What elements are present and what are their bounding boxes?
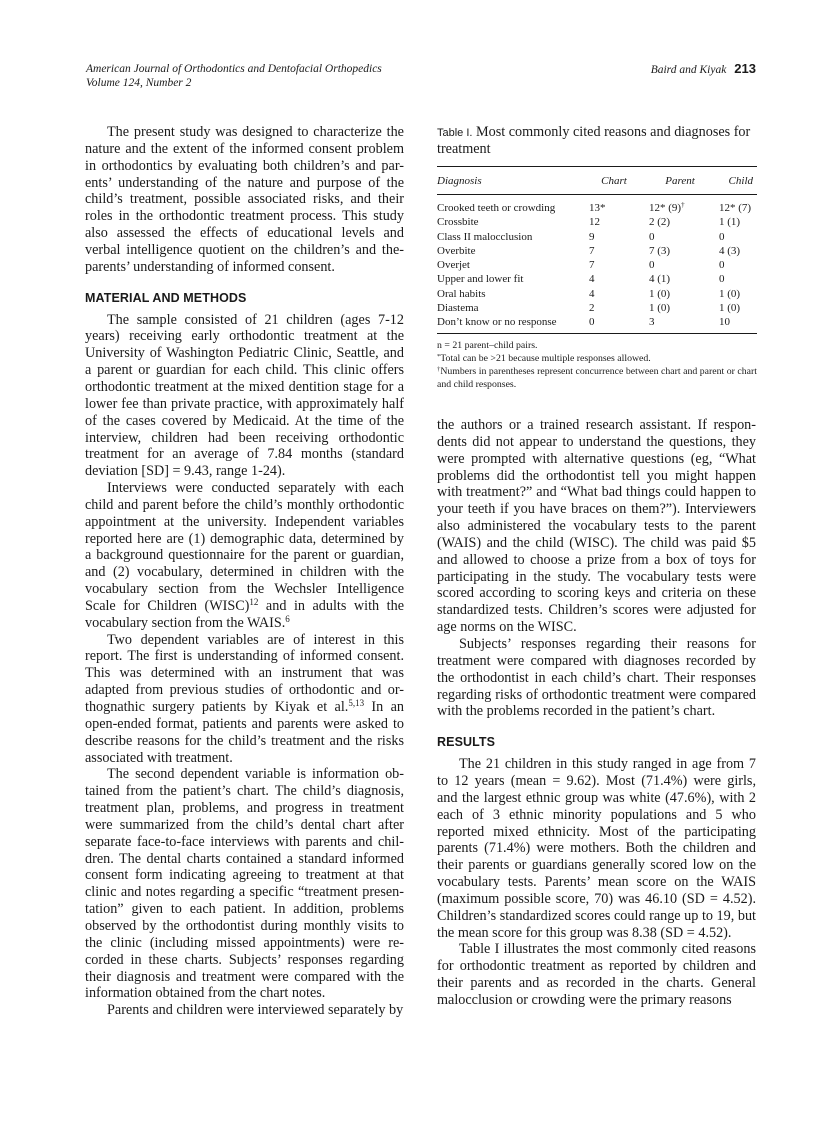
methods-paragraph-5: Parents and children were interviewed separately by — [107, 1002, 404, 1019]
header-parent: Parent — [645, 167, 715, 195]
author-page-info — [651, 62, 756, 77]
header-chart: Chart — [583, 167, 645, 195]
table-row: Upper and lower fit 4 4 (1) 0 — [437, 273, 725, 286]
methods-paragraph-3: Two dependent variables are of interest in this report. The first is understanding of informed consent. This was determined with an instrument that was adapted from previous studies of orthodontic and or-thognathic surgery patients by Kiyak et al.$^{5,13}$ In an open-ended format, patients and parents were asked to describe reasons for the child’s treatment and the risks associated with treatment. — [85, 631, 404, 766]
table-row: Class II malocclusion 9 0 0 — [437, 230, 725, 243]
journal-volume: Volume 124, Number 2 — [86, 77, 192, 89]
methods-heading: MATERIAL AND METHODS — [85, 290, 247, 305]
header-child: Child — [715, 167, 757, 195]
table-footnotes — [437, 339, 757, 391]
table-note-n: n = 21 parent–child pairs. — [437, 339, 538, 351]
right-column — [437, 417, 756, 1009]
methods-paragraph-1: The sample consisted of 21 children (ages 7-12 years) receiving early orthodontic treatment at the University of Washington Pediatric Clinic, Seattle, and a parent or guardian for each child. This clinic offers orthodontic treatment at the mixed dentition stage for a lower fee than private practice, with approximately half of the cases covered by Medicaid. At the time of the interview, children had been receiving orthodontic treatment for an average of 7.84 months (standard deviation [SD] = 9.43, range 1-24). — [85, 311, 404, 480]
table-label: Table I. — [437, 127, 473, 139]
dagger-mark: † — [681, 201, 685, 209]
running-authors: Baird and Kiyak — [650, 64, 727, 76]
methods-comparison-paragraph: Subjects’ responses regarding their reasons for treatment were compared with diagnoses recorded by the orthodontist in each child’s chart. Their responses regarding risks of orthodontic treatment were compared with the problems recorded in the patient’s chart. — [437, 635, 756, 720]
table-header-row — [437, 167, 757, 195]
left-column — [85, 124, 404, 1019]
table-caption — [437, 124, 757, 157]
table-note-star: *Total can be >21 because multiple responses allowed. — [437, 352, 651, 364]
citation-ref: 5,13 — [348, 698, 365, 708]
citation-ref: 12 — [249, 596, 259, 607]
journal-title: American Journal of Orthodontics and Dentofacial Orthopedics — [86, 63, 382, 75]
table-note-dagger: †Numbers in parentheses represent concurrence between chart and parent or chart and child responses. — [437, 365, 757, 390]
table-row: Overjet 7 0 0 — [437, 259, 725, 272]
header-diagnosis: Diagnosis — [437, 167, 583, 195]
table-title: Most commonly cited reasons and diagnoses for treatment — [437, 124, 751, 157]
results-paragraph-1: The 21 children in this study ranged in age from 7 to 12 years (mean = 9.62). Most (71.4%) were girls, and the largest ethnic group was white (47.6%), with 2 each of 3 ethnic minority populations and 5 who reported mixed ethnicity. Most of the participating parents (71.4%) were mothers. Both the children and their parents or guardians generally scored low on the vocabulary tests. Parents’ mean score on the WAIS (maximum possible score, 70) was 46.10 (SD = 4.52). Children’s standardized scores could range up to 19, but the mean score for this group was 8.38 (SD = 4.52). — [437, 756, 756, 941]
citation-ref: 6 — [285, 613, 290, 624]
methods-paragraph-2: Interviews were conducted separately with each child and parent before the child’s monthly orthodontic appointment at the university. Independent variables reported here are (1) demographic data, determined by a background questionnaire for the parent or guardian, and (2) vocabulary, determined in children with the vocabulary section from the Wechsler Intelligence Scale for Children (WISC)$^{12}$ and in adults with the vocabulary section from the WAIS.$^6$ — [85, 480, 404, 631]
table-row: Crooked teeth or crowding 13* 12* (9)† 12* (7) — [437, 201, 752, 214]
table-row: Don’t know or no response 0 3 10 — [437, 316, 730, 329]
page-number: 213 — [734, 61, 756, 76]
table-row: Overbite 7 7 (3) 4 (3) — [437, 244, 741, 257]
results-heading: RESULTS — [437, 735, 496, 750]
table-row: Crossbite 12 2 (2) 1 (1) — [437, 216, 741, 229]
table-bottom-rule — [437, 333, 757, 334]
intro-paragraph: The present study was designed to characterize the nature and the extent of the informed consent problem in orthodontics by evaluating both children’s and par-ents’ understanding of the nature and purpose of the child’s treatment, possible associated risks, and their roles in the orthodontic treatment process. This study also assessed the effects of educational levels and verbal intelligence quotient on the children’s and the-parents’ understanding of informed consent. — [85, 124, 404, 275]
journal-info — [86, 62, 382, 90]
methods-paragraph-4: The second dependent variable is information ob-tained from the patient’s chart. The child’s diagnosis, treatment plan, problems, and progress in treatment were summarized from the child’s dental chart after separate face-to-face interviews with parents and chil-dren. The dental charts contained a standard informed consent form indicating agreeing to treatment at that clinic and notes regarding a specific “treatment presen-tation” given to each patient. In addition, problems observed by the orthodontist during monthly visits to the clinic (including missed appointments) were re-corded in these charts. Subjects’ responses regarding their diagnosis and treatment were compared with the information obtained from the chart notes. — [85, 766, 404, 1002]
table-row: Oral habits 4 1 (0) 1 (0) — [437, 287, 741, 300]
table-row: Diastema 2 1 (0) 1 (0) — [437, 302, 741, 315]
diagnosis-table — [437, 166, 757, 334]
table-1 — [437, 124, 757, 391]
results-paragraph-2: Table I illustrates the most commonly cited reasons for orthodontic treatment as reported by children and their parents and as recorded in the charts. General malocclusion or crowding were the primary reasons — [437, 941, 756, 1008]
methods-continued-paragraph: the authors or a trained research assistant. If respon-dents did not appear to understand the questions, they were prompted with alternative questions (eg, “What problems did the orthodontist tell you might happen with treatment?” and “What bad things could happen to your teeth if you have braces on them?”). Interviewers also administered the vocabulary tests to the parent (WAIS) and the child (WISC). The child was paid $5 and allowed to choose a prize from a box of toys for participating in the study. The vocabulary tests were scored according to scoring keys and criteria on these standardized tests. Children’s scores were adjusted for age norms on the WISC. — [437, 417, 756, 636]
